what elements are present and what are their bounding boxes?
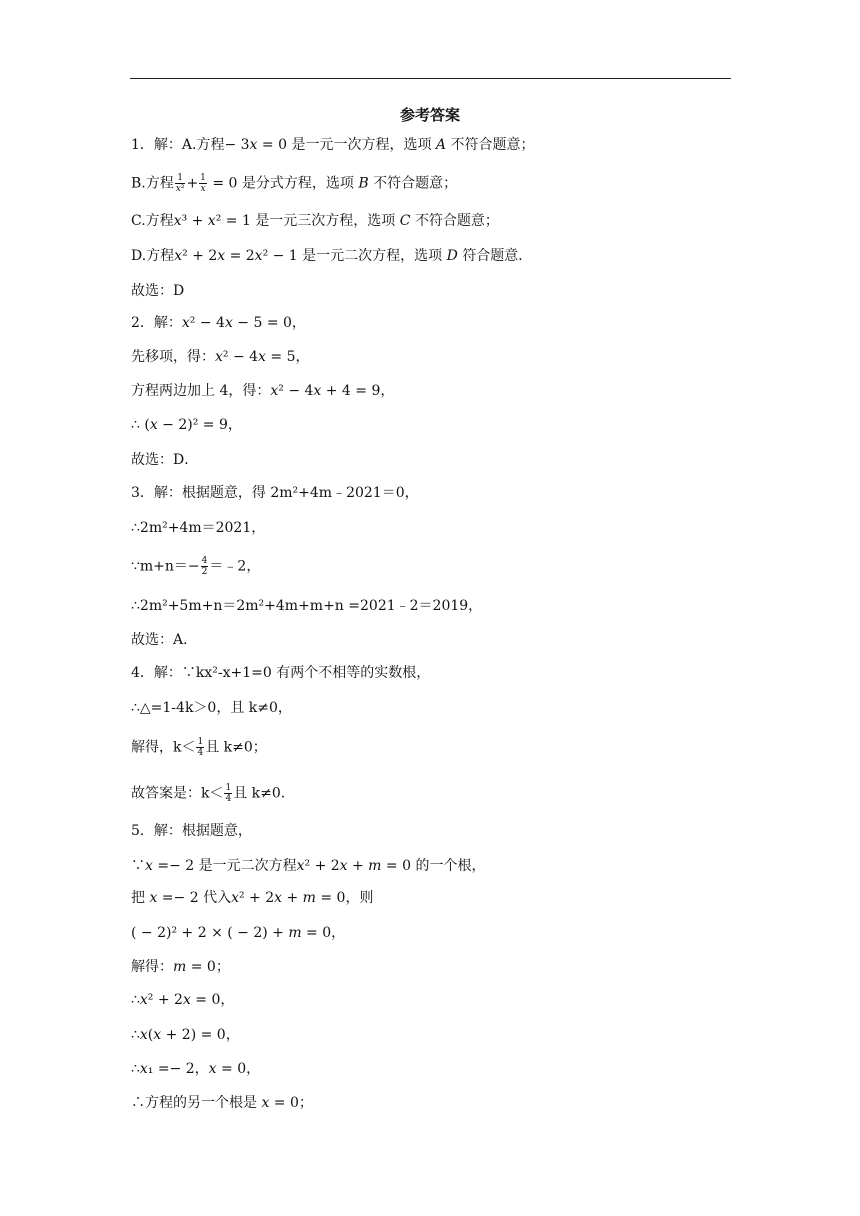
q5-line-1: 5．解：根据题意， — [131, 823, 252, 839]
q5-line-3: 把 𝑥 =− 2 代入𝑥² + 2𝑥 + 𝑚 = 0，则 — [131, 890, 374, 906]
q5-line-5: 解得：𝑚 = 0； — [131, 959, 230, 975]
text: 不符合题意； — [450, 137, 535, 153]
text: 是一元一次方程，选项 — [291, 137, 432, 153]
text: ∵m+n＝− — [131, 558, 200, 575]
q5-line-2: ∵𝑥 =− 2 是一元二次方程𝑥² + 2𝑥 + 𝑚 = 0 的一个根， — [131, 858, 486, 874]
text: 符合题意． — [462, 248, 533, 264]
text: 且 k≠0. — [233, 785, 286, 802]
text: 故答案是：k＜ — [131, 785, 224, 802]
option-letter: C — [399, 213, 411, 229]
q2-line-3: 方程两边加上 4，得：𝑥² − 4𝑥 + 4 = 9， — [131, 383, 395, 399]
q1-line-5: 故选：D — [131, 283, 185, 299]
numerator: 1 — [200, 173, 206, 183]
text: 是分式方程，选项 — [241, 175, 354, 192]
text: ＝﹣2， — [209, 558, 261, 575]
q3-line-1: 3．解：根据题意，得 2m²+4m﹣2021＝0， — [131, 485, 419, 501]
numerator: 1 — [225, 783, 232, 793]
q4-line-3 — [131, 737, 267, 758]
text: 1．解：A.方程 — [131, 137, 225, 153]
q1-line-2 — [131, 173, 457, 194]
q2-line-5: 故选：D． — [131, 452, 199, 468]
q3-line-3 — [131, 556, 260, 577]
text: 是一元三次方程，选项 — [255, 213, 396, 229]
operator: + — [186, 175, 199, 192]
fraction — [224, 783, 232, 804]
q3-line-5: 故选：A． — [131, 632, 198, 648]
q2-line-1: 2．解：𝑥² − 4𝑥 − 5 = 0， — [131, 315, 306, 331]
numerator: 4 — [201, 556, 208, 566]
text: D.方程 — [131, 248, 175, 264]
equation: = 0 — [212, 175, 238, 192]
q5-line-7: ∴𝑥(𝑥 + 2) = 0， — [131, 1027, 240, 1043]
denominator: 4 — [225, 794, 232, 804]
q5-line-6: ∴𝑥² + 2𝑥 = 0， — [131, 992, 235, 1008]
fraction — [196, 737, 204, 758]
q5-line-9: ∴方程的另一个根是 𝑥 = 0； — [131, 1095, 313, 1111]
fraction — [175, 173, 186, 194]
q4-line-1: 4．解：∵kx²-x+1=0 有两个不相等的实数根， — [131, 665, 431, 681]
denominator: 𝑥 — [200, 184, 206, 194]
option-letter: D — [446, 248, 458, 264]
q4-line-2: ∴△=1-4k＞0，且 k≠0， — [131, 700, 292, 716]
text: 且 k≠0； — [205, 739, 267, 756]
q1-line-3 — [131, 212, 499, 230]
text: 不符合题意； — [414, 213, 499, 229]
option-letter: B — [358, 175, 369, 192]
fraction — [199, 173, 207, 194]
q3-line-4: ∴2m²+5m+n＝2m²+4m+m+n =2021﹣2＝2019， — [131, 598, 483, 614]
q5-line-8: ∴𝑥₁ =− 2，𝑥 = 0， — [131, 1061, 261, 1077]
q2-line-4: ∴ (𝑥 − 2)² = 9， — [131, 417, 242, 433]
q1-line-4 — [131, 247, 532, 265]
denominator: 𝑥² — [175, 184, 185, 194]
fraction — [201, 556, 209, 577]
q4-line-4 — [131, 783, 285, 804]
text: B.方程 — [131, 175, 174, 192]
denominator: 4 — [197, 748, 204, 758]
q2-line-2: 先移项，得：𝑥² − 4𝑥 = 5， — [131, 349, 310, 365]
numerator: 1 — [175, 173, 186, 184]
denominator: 2 — [201, 567, 208, 577]
text: 解得，k＜ — [131, 739, 196, 756]
text: C.方程 — [131, 213, 174, 229]
equation: − 3𝑥 = 0 — [224, 137, 287, 153]
text: 不符合题意； — [373, 175, 458, 192]
text: 是一元二次方程，选项 — [302, 248, 443, 264]
equation: 𝑥³ + 𝑥² = 1 — [173, 213, 251, 229]
page-title: 参考答案 — [399, 106, 460, 124]
q1-line-1 — [131, 136, 534, 154]
q3-line-2: ∴2m²+4m＝2021， — [131, 520, 266, 536]
q5-line-4: ( − 2)² + 2 × ( − 2) + 𝑚 = 0， — [131, 925, 346, 941]
numerator: 1 — [197, 737, 204, 747]
header-rule — [130, 78, 731, 79]
equation: 𝑥² + 2𝑥 = 2𝑥² − 1 — [174, 248, 298, 264]
option-letter: A — [435, 137, 447, 153]
